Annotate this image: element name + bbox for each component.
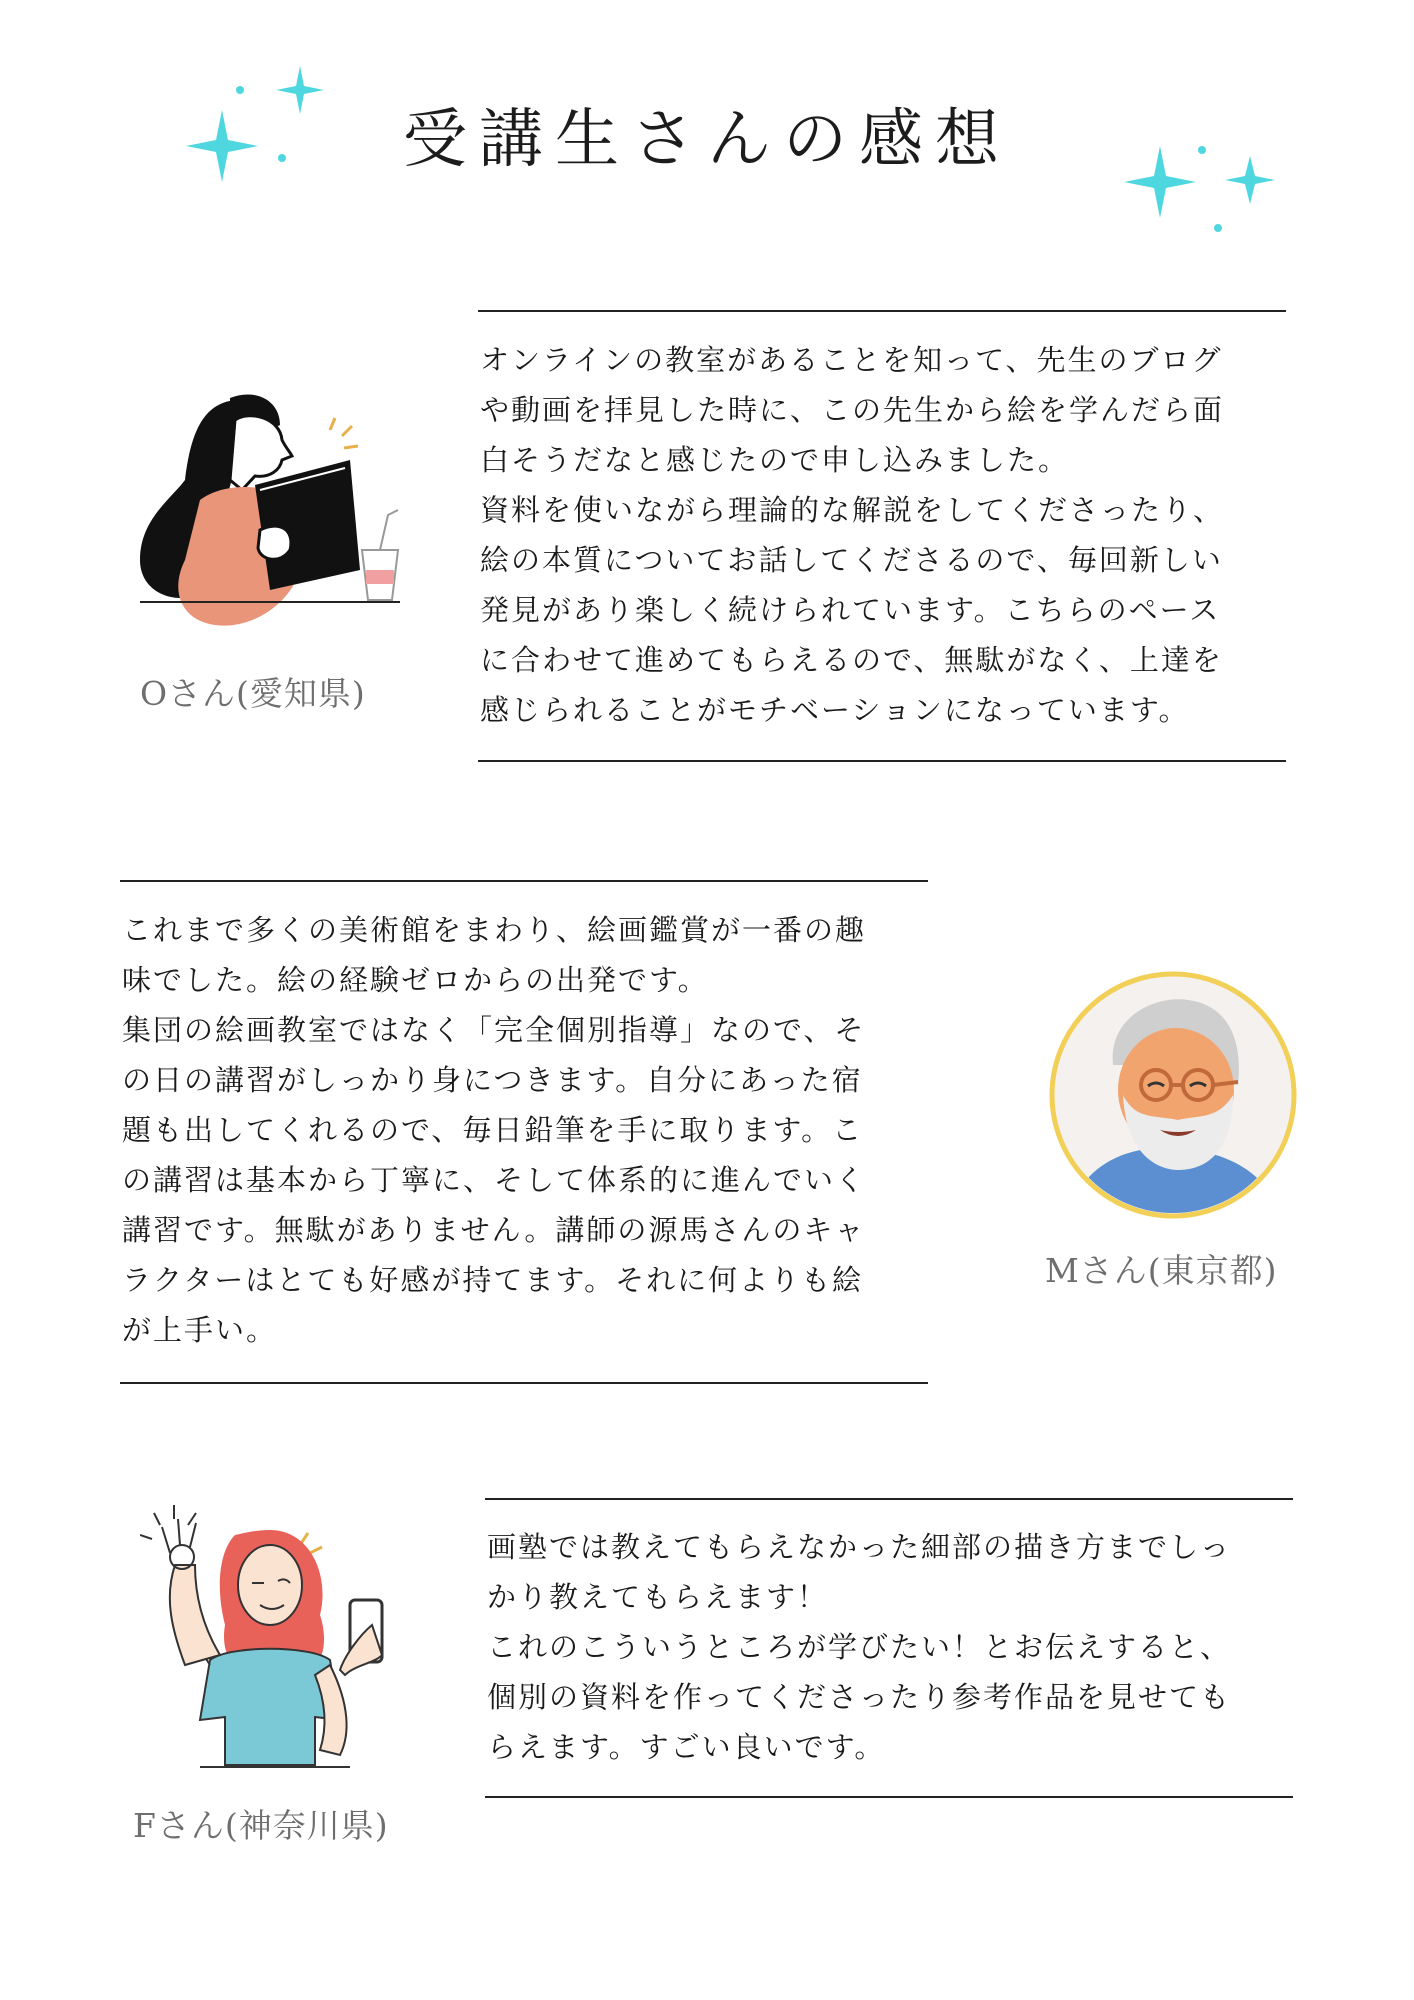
- divider: [120, 1382, 928, 1384]
- testimonial-text: これまで多くの美術館をまわり、絵画鑑賞が一番の趣 味でした。絵の経験ゼロからの出発です。 集団の絵画教室ではなく「完全個別指導」なので、そ の日の講習がしっかり身につきます。自分にあった宿 題も出してくれるので、毎日鉛筆を手に取ります。こ の講習は基本から丁寧に、そして体系的に進んでいく 講習です。無駄がありません。講師の源馬さんのキャ ラクターはとても好感が持てます。それに何よりも絵 が上手い。: [122, 913, 867, 1347]
- elderly-man-avatar-illustration: [1048, 970, 1298, 1220]
- woman-ok-gesture-phone-illustration: [140, 1505, 410, 1775]
- woman-reading-book-illustration: [130, 390, 410, 640]
- divider: [478, 310, 1286, 312]
- testimonial-text: オンラインの教室があることを知って、先生のブログ や動画を拝見した時に、この先生から絵を学んだら面 白そうだなと感じたので申し込みました。 資料を使いながら理論的な解説をしてくださったり、 絵の本質についてお話してくださるので、毎回新しい 発見があり楽しく続けられています。こちらのペース に合わせて進めてもらえるので、無駄がなく、上達を 感じられることがモチベーションになっています。: [480, 343, 1225, 727]
- divider: [120, 880, 928, 882]
- testimonial-text: 画塾では教えてもらえなかった細部の描き方までしっ かり教えてもらえます！ これのこういうところが学びたい！とお伝えすると、 個別の資料を作ってくださったり参考作品を見せても らえます。すごい良いです。: [487, 1530, 1232, 1764]
- divider: [485, 1498, 1293, 1500]
- reviewer-name: Mさん(東京都): [1045, 1251, 1278, 1290]
- sparkle-icon: [1120, 140, 1300, 250]
- sparkle-icon: [180, 60, 340, 190]
- divider: [478, 760, 1286, 762]
- divider: [485, 1796, 1293, 1798]
- page-title: 受講生さんの感想: [403, 103, 1011, 177]
- reviewer-name: Fさん(神奈川県): [133, 1806, 389, 1845]
- reviewer-name: Oさん(愛知県): [140, 674, 366, 713]
